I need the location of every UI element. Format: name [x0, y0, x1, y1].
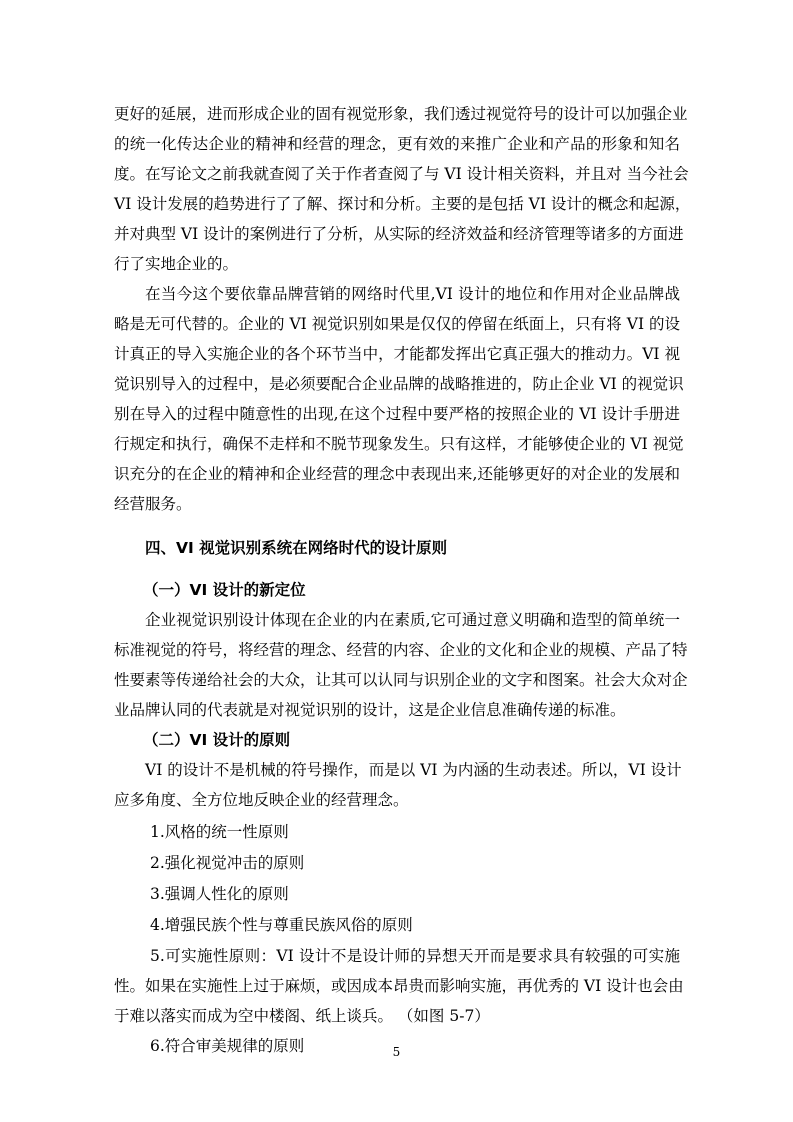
- list-item: 4.增强民族个性与尊重民族风俗的原则: [150, 916, 413, 934]
- paragraph-line: 应多角度、全方位地反映企业的经营理念。: [114, 791, 409, 809]
- list-item: 3.强调人性化的原则: [150, 885, 289, 903]
- paragraph-line: 更好的延展，进而形成企业的固有视觉形象，我们透过视觉符号的设计可以加强企业: [114, 105, 688, 123]
- paragraph-line: 于难以落实而成为空中楼阁、纸上谈兵。 （如图 5-7）: [114, 1007, 490, 1025]
- paragraph-line: 别在导入的过程中随意性的出现,在这个过程中要严格的按照企业的 VI 设计手册进: [114, 405, 680, 423]
- list-item: 1.风格的统一性原则: [150, 823, 289, 841]
- paragraph-line: 企业视觉识别设计体现在企业的内在素质,它可通过意义明确和造型的简单统一: [145, 611, 680, 629]
- subsection-heading: （二）VI 设计的原则: [143, 731, 291, 749]
- subsection-heading: （一）VI 设计的新定位: [143, 581, 306, 599]
- list-item: 5.可实施性原则：VI 设计不是设计师的异想天开而是要求具有较强的可实施: [150, 947, 680, 965]
- paragraph-line: 在当今这个要依靠品牌营销的网络时代里,VI 设计的地位和作用对企业品牌战: [145, 285, 680, 303]
- paragraph-line: 性。如果在实施性上过于麻烦，或因成本昂贵而影响实施，再优秀的 VI 设计也会由: [114, 977, 684, 995]
- paragraph-line: 行了实地企业的。: [114, 255, 239, 273]
- list-item: 6.符合审美规律的原则: [150, 1037, 305, 1055]
- list-item: 2.强化视觉冲击的原则: [150, 854, 305, 872]
- page-number: 5: [392, 1045, 401, 1059]
- paragraph-line: 行规定和执行，确保不走样和不脱节现象发生。只有这样，才能够使企业的 VI 视觉: [114, 435, 684, 453]
- paragraph-line: 性要素等传递给社会的大众，让其可以认同与识别企业的文字和图案。社会大众对企: [114, 671, 688, 689]
- paragraph-line: 的统一化传达企业的精神和经营的理念，更有效的来推广企业和产品的形象和知名: [114, 135, 680, 153]
- paragraph-line: 识充分的在企业的精神和企业经营的理念中表现出来,还能够更好的对企业的发展和: [114, 465, 680, 483]
- section-heading: 四、VI 视觉识别系统在网络时代的设计原则: [145, 539, 448, 557]
- paragraph-line: 计真正的导入实施企业的各个环节当中，才能都发挥出它真正强大的推动力。VI 视: [114, 345, 680, 363]
- paragraph-line: 经营服务。: [114, 495, 192, 513]
- paragraph-line: VI 的设计不是机械的符号操作，而是以 VI 为内涵的生动表述。所以，VI 设计: [145, 761, 682, 779]
- paragraph-line: 并对典型 VI 设计的案例进行了分析，从实际的经济效益和经济管理等诸多的方面进: [114, 225, 684, 243]
- paragraph-line: 略是无可代替的。企业的 VI 视觉识别如果是仅仅的停留在纸面上，只有将 VI 的设: [114, 315, 680, 333]
- paragraph-line: 标准视觉的符号，将经营的理念、经营的内容、企业的文化和企业的规模、产品了特: [114, 641, 688, 659]
- paragraph-line: VI 设计发展的趋势进行了了解、探讨和分析。主要的是包括 VI 设计的概念和起源，: [114, 195, 691, 213]
- paragraph-line: 觉识别导入的过程中，是必须要配合企业品牌的战略推进的，防止企业 VI 的视觉识: [114, 375, 684, 393]
- paragraph-line: 度。在写论文之前我就查阅了关于作者查阅了与 VI 设计相关资料，并且对 当今社会: [114, 165, 689, 183]
- paragraph-line: 业品牌认同的代表就是对视觉识别的设计，这是企业信息准确传递的标准。: [114, 701, 626, 719]
